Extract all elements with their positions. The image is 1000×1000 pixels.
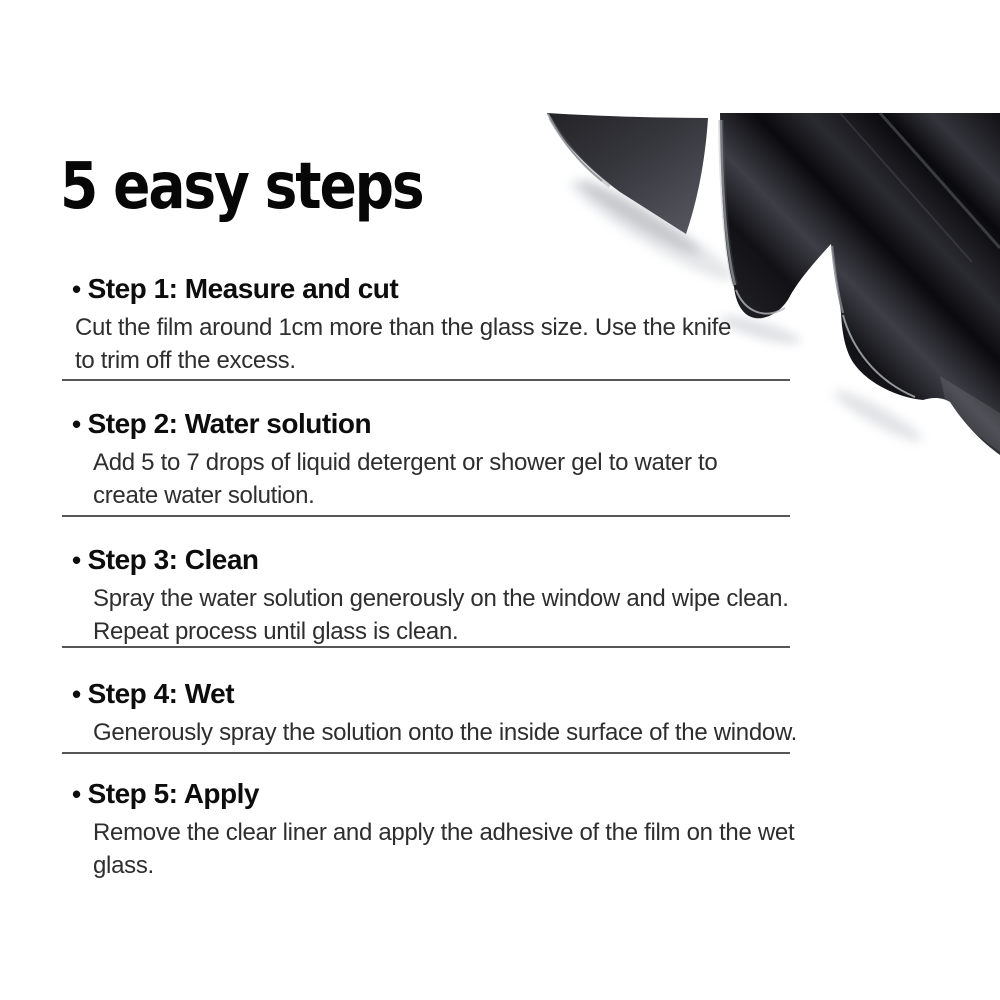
step-5-heading-text: Step 5: Apply [87,778,259,809]
step-1-heading [62,272,822,306]
step-3-heading [62,543,822,577]
divider-3 [62,646,790,648]
step-3-line-2: Repeat process until glass is clean. [93,618,459,645]
step-4 [62,677,822,749]
divider-1 [62,379,790,381]
step-4-line-1: Generously spray the solution onto the inside surface of the window. [93,719,798,746]
step-1-heading-text: Step 1: Measure and cut [87,273,399,304]
step-2-body [62,446,822,512]
step-5-line-1: Remove the clear liner and apply the adhesive of the film on the wet [93,819,795,846]
step-1-body [62,311,822,377]
step-1 [62,272,822,377]
step-4-heading [62,677,822,711]
step-1-line-2: to trim off the excess. [75,347,296,374]
step-5 [62,777,822,882]
step-5-body [62,816,822,882]
step-3-line-1: Spray the water solution generously on the window and wipe clean. [93,585,789,612]
bullet-icon: • [72,274,81,304]
step-2 [62,407,822,512]
step-2-heading-text: Step 2: Water solution [87,408,372,439]
bullet-icon: • [72,545,81,575]
bullet-icon: • [72,409,81,439]
step-1-line-1: Cut the film around 1cm more than the glass size. Use the knife [75,314,732,341]
divider-2 [62,515,790,517]
step-4-heading-text: Step 4: Wet [87,678,235,709]
step-3 [62,543,822,648]
bullet-icon: • [72,679,81,709]
step-3-body [62,582,822,648]
step-2-line-1: Add 5 to 7 drops of liquid detergent or shower gel to water to [93,449,718,476]
step-4-body [62,716,822,749]
bullet-icon: • [72,779,81,809]
page-title: 5 easy steps [60,150,423,224]
step-3-heading-text: Step 3: Clean [87,544,259,575]
step-5-heading [62,777,822,811]
step-2-line-2: create water solution. [93,482,315,509]
step-2-heading [62,407,822,441]
step-5-line-2: glass. [93,852,154,879]
divider-4 [62,752,790,754]
